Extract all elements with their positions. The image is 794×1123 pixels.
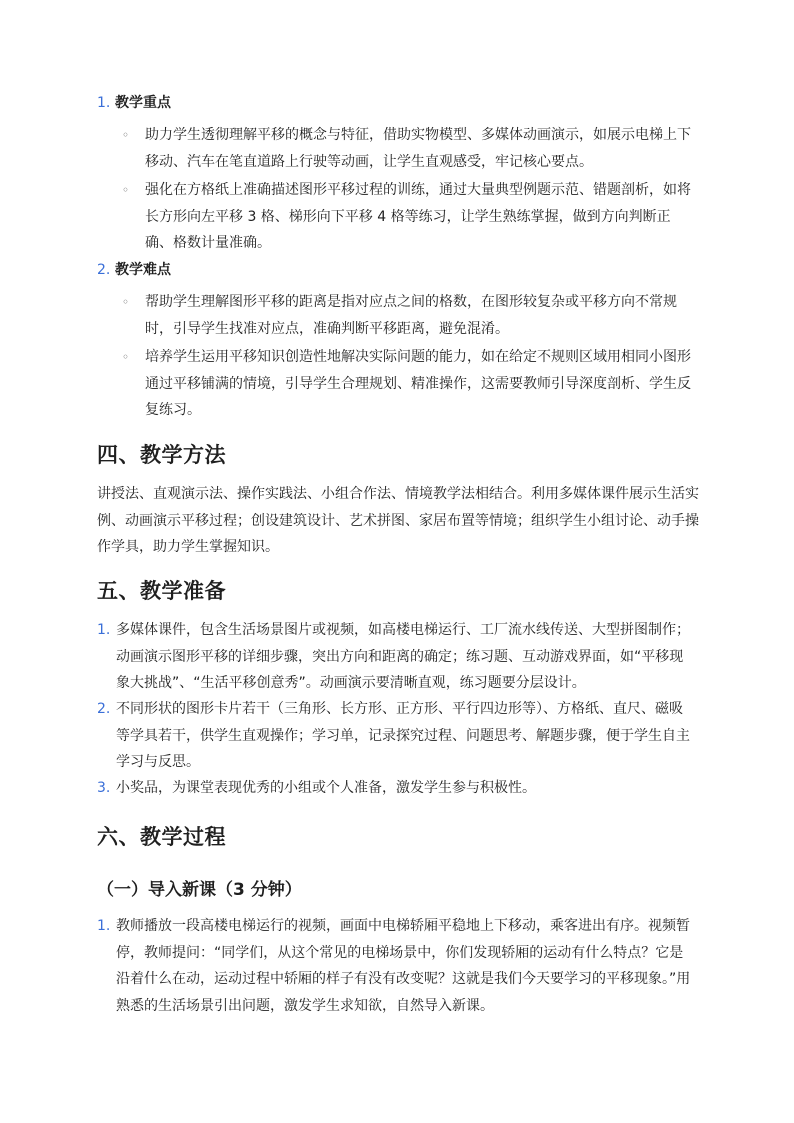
list-number: 1. [97,95,111,111]
difficulty-title: 教学难点 [115,262,171,278]
focus-title: 教学重点 [115,95,171,111]
difficulty-list-item [97,257,697,283]
list-number: 3. [97,780,111,796]
difficulty-item-text: 培养学生运用平移知识创造性地解决实际问题的能力，如在给定不规则区域用相同小图形通过平移铺满的情境，引导学生合理规划、精准操作，这需要教师引导深度剖析、学生反复练习。 [145,349,691,418]
section-heading-methods: 四、教学方法 [97,443,226,467]
preparation-item-text: 小奖品，为课堂表现优秀的小组或个人准备，激发学生参与积极性。 [116,780,536,796]
list-number: 1. [97,918,111,934]
difficulty-bullet-item [122,289,694,343]
preparation-list-item [97,617,697,697]
list-number: 1. [97,622,111,638]
section-heading-process: 六、教学过程 [97,825,226,849]
subsection-heading-intro: （一）导入新课（3 分钟） [97,880,302,900]
bullet-icon: ◦ [122,128,130,142]
process-item-text: 教师播放一段高楼电梯运行的视频，画面中电梯轿厢平稳地上下移动，乘客进出有序。视频暂停，教师提问：“同学们，从这个常见的电梯场景中，你们发现轿厢的运动有什么特点？它是沿着什么在动，运动过程中轿厢的样子有没有改变呢？这就是我们今天要学习的平移现象。”用熟悉的生活场景引出问题，激发学生求知欲，自然导入新课。 [116,918,691,1014]
difficulty-bullet-item [122,344,694,424]
section-heading-preparation: 五、教学准备 [97,579,226,603]
methods-paragraph: 讲授法、直观演示法、操作实践法、小组合作法、情境教学法相结合。利用多媒体课件展示生活实例、动画演示平移过程；创设建筑设计、艺术拼图、家居布置等情境；组织学生小组讨论、动手操作学具，助力学生掌握知识。 [97,486,699,555]
bullet-icon: ◦ [122,295,130,309]
focus-item-text: 助力学生透彻理解平移的概念与特征，借助实物模型、多媒体动画演示，如展示电梯上下移动、汽车在笔直道路上行驶等动画，让学生直观感受，牢记核心要点。 [145,127,691,170]
process-list-item [97,913,697,1023]
preparation-item-text: 不同形状的图形卡片若干（三角形、长方形、正方形、平行四边形等）、方格纸、直尺、磁吸等学具若干，供学生直观操作；学习单，记录探究过程、问题思考、解题步骤，便于学生自主学习与反思。 [116,701,690,770]
preparation-item-text: 多媒体课件，包含生活场景图片或视频，如高楼电梯运行、工厂流水线传送、大型拼图制作；动画演示图形平移的详细步骤，突出方向和距离的确定；练习题、互动游戏界面，如“平移现象大挑战”、“生活平移创意秀”。动画演示要清晰直观，练习题要分层设计。 [116,622,690,691]
focus-item-text: 强化在方格纸上准确描述图形平移过程的训练，通过大量典型例题示范、错题剖析，如将长方形向左平移 3 格、梯形向下平移 4 格等练习，让学生熟练掌握，做到方向判断正确、格数计量准确。 [145,182,691,251]
bullet-icon: ◦ [122,350,130,364]
focus-bullet-item [122,122,694,176]
preparation-list-item [97,696,697,776]
bullet-icon: ◦ [122,183,130,197]
preparation-list-item [97,775,697,802]
list-number: 2. [97,262,111,278]
list-number: 2. [97,701,111,717]
focus-list-item [97,90,697,116]
focus-bullet-item [122,177,694,257]
difficulty-item-text: 帮助学生理解图形平移的距离是指对应点之间的格数，在图形较复杂或平移方向不常规时，引导学生找准对应点，准确判断平移距离，避免混淆。 [145,294,677,337]
